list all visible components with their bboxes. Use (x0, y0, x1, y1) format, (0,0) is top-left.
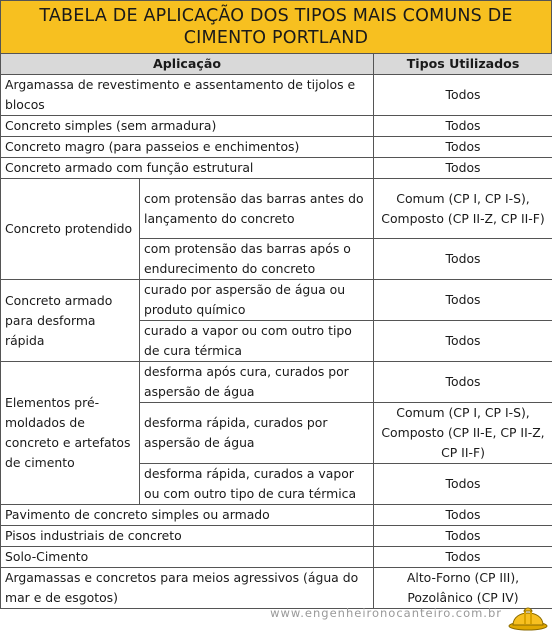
header-row (1, 54, 552, 75)
subapplication-cell: curado por aspersão de água ou produto químico (140, 280, 374, 321)
type-cell: Todos (374, 526, 552, 547)
table-row (1, 179, 552, 239)
table-row (1, 137, 552, 158)
application-cell: Concreto simples (sem armadura) (1, 116, 374, 137)
type-cell: Todos (374, 75, 552, 116)
application-cell: Solo-Cimento (1, 547, 374, 568)
type-cell: Todos (374, 137, 552, 158)
type-cell: Todos (374, 116, 552, 137)
table-row (1, 526, 552, 547)
type-cell: Alto-Forno (CP III), Pozolânico (CP IV) (374, 568, 552, 609)
table-title: TABELA DE APLICAÇÃO DOS TIPOS MAIS COMUNS DE CIMENTO PORTLAND (0, 0, 552, 54)
type-cell: Todos (374, 464, 552, 505)
table-row (1, 568, 552, 609)
group-cell: Concreto armado para desforma rápida (1, 280, 140, 362)
website-url[interactable]: www.engenheironocanteiro.com.br (270, 606, 502, 620)
type-cell: Todos (374, 158, 552, 179)
table-row (1, 505, 552, 526)
type-cell: Todos (374, 321, 552, 362)
application-cell: Pisos industriais de concreto (1, 526, 374, 547)
helmet-icon (508, 595, 548, 633)
table-row (1, 362, 552, 403)
subapplication-cell: com protensão das barras antes do lançamento do concreto (140, 179, 374, 239)
subapplication-cell: desforma rápida, curados a vapor ou com outro tipo de cura térmica (140, 464, 374, 505)
type-cell: Comum (CP I, CP I-S), Composto (CP II-E, CP II-Z, CP II-F) (374, 403, 552, 464)
subapplication-cell: desforma após cura, curados por aspersão de água (140, 362, 374, 403)
group-cell: Elementos pré-moldados de concreto e artefatos de cimento (1, 362, 140, 505)
table-row (1, 158, 552, 179)
cement-application-table (0, 53, 552, 609)
table-row (1, 116, 552, 137)
application-cell: Concreto magro (para passeios e enchimentos) (1, 137, 374, 158)
application-cell: Pavimento de concreto simples ou armado (1, 505, 374, 526)
table-row (1, 547, 552, 568)
subapplication-cell: desforma rápida, curados por aspersão de água (140, 403, 374, 464)
type-cell: Todos (374, 239, 552, 280)
type-cell: Todos (374, 547, 552, 568)
application-cell: Argamassa de revestimento e assentamento de tijolos e blocos (1, 75, 374, 116)
header-aplicacao: Aplicação (1, 54, 374, 75)
application-cell: Concreto armado com função estrutural (1, 158, 374, 179)
table-row (1, 280, 552, 321)
type-cell: Todos (374, 362, 552, 403)
application-cell: Argamassas e concretos para meios agressivos (água do mar e de esgotos) (1, 568, 374, 609)
type-cell: Todos (374, 505, 552, 526)
type-cell: Todos (374, 280, 552, 321)
type-cell: Comum (CP I, CP I-S), Composto (CP II-Z, CP II-F) (374, 179, 552, 239)
group-cell: Concreto protendido (1, 179, 140, 280)
header-tipos: Tipos Utilizados (374, 54, 552, 75)
table-row (1, 75, 552, 116)
subapplication-cell: curado a vapor ou com outro tipo de cura térmica (140, 321, 374, 362)
subapplication-cell: com protensão das barras após o endurecimento do concreto (140, 239, 374, 280)
